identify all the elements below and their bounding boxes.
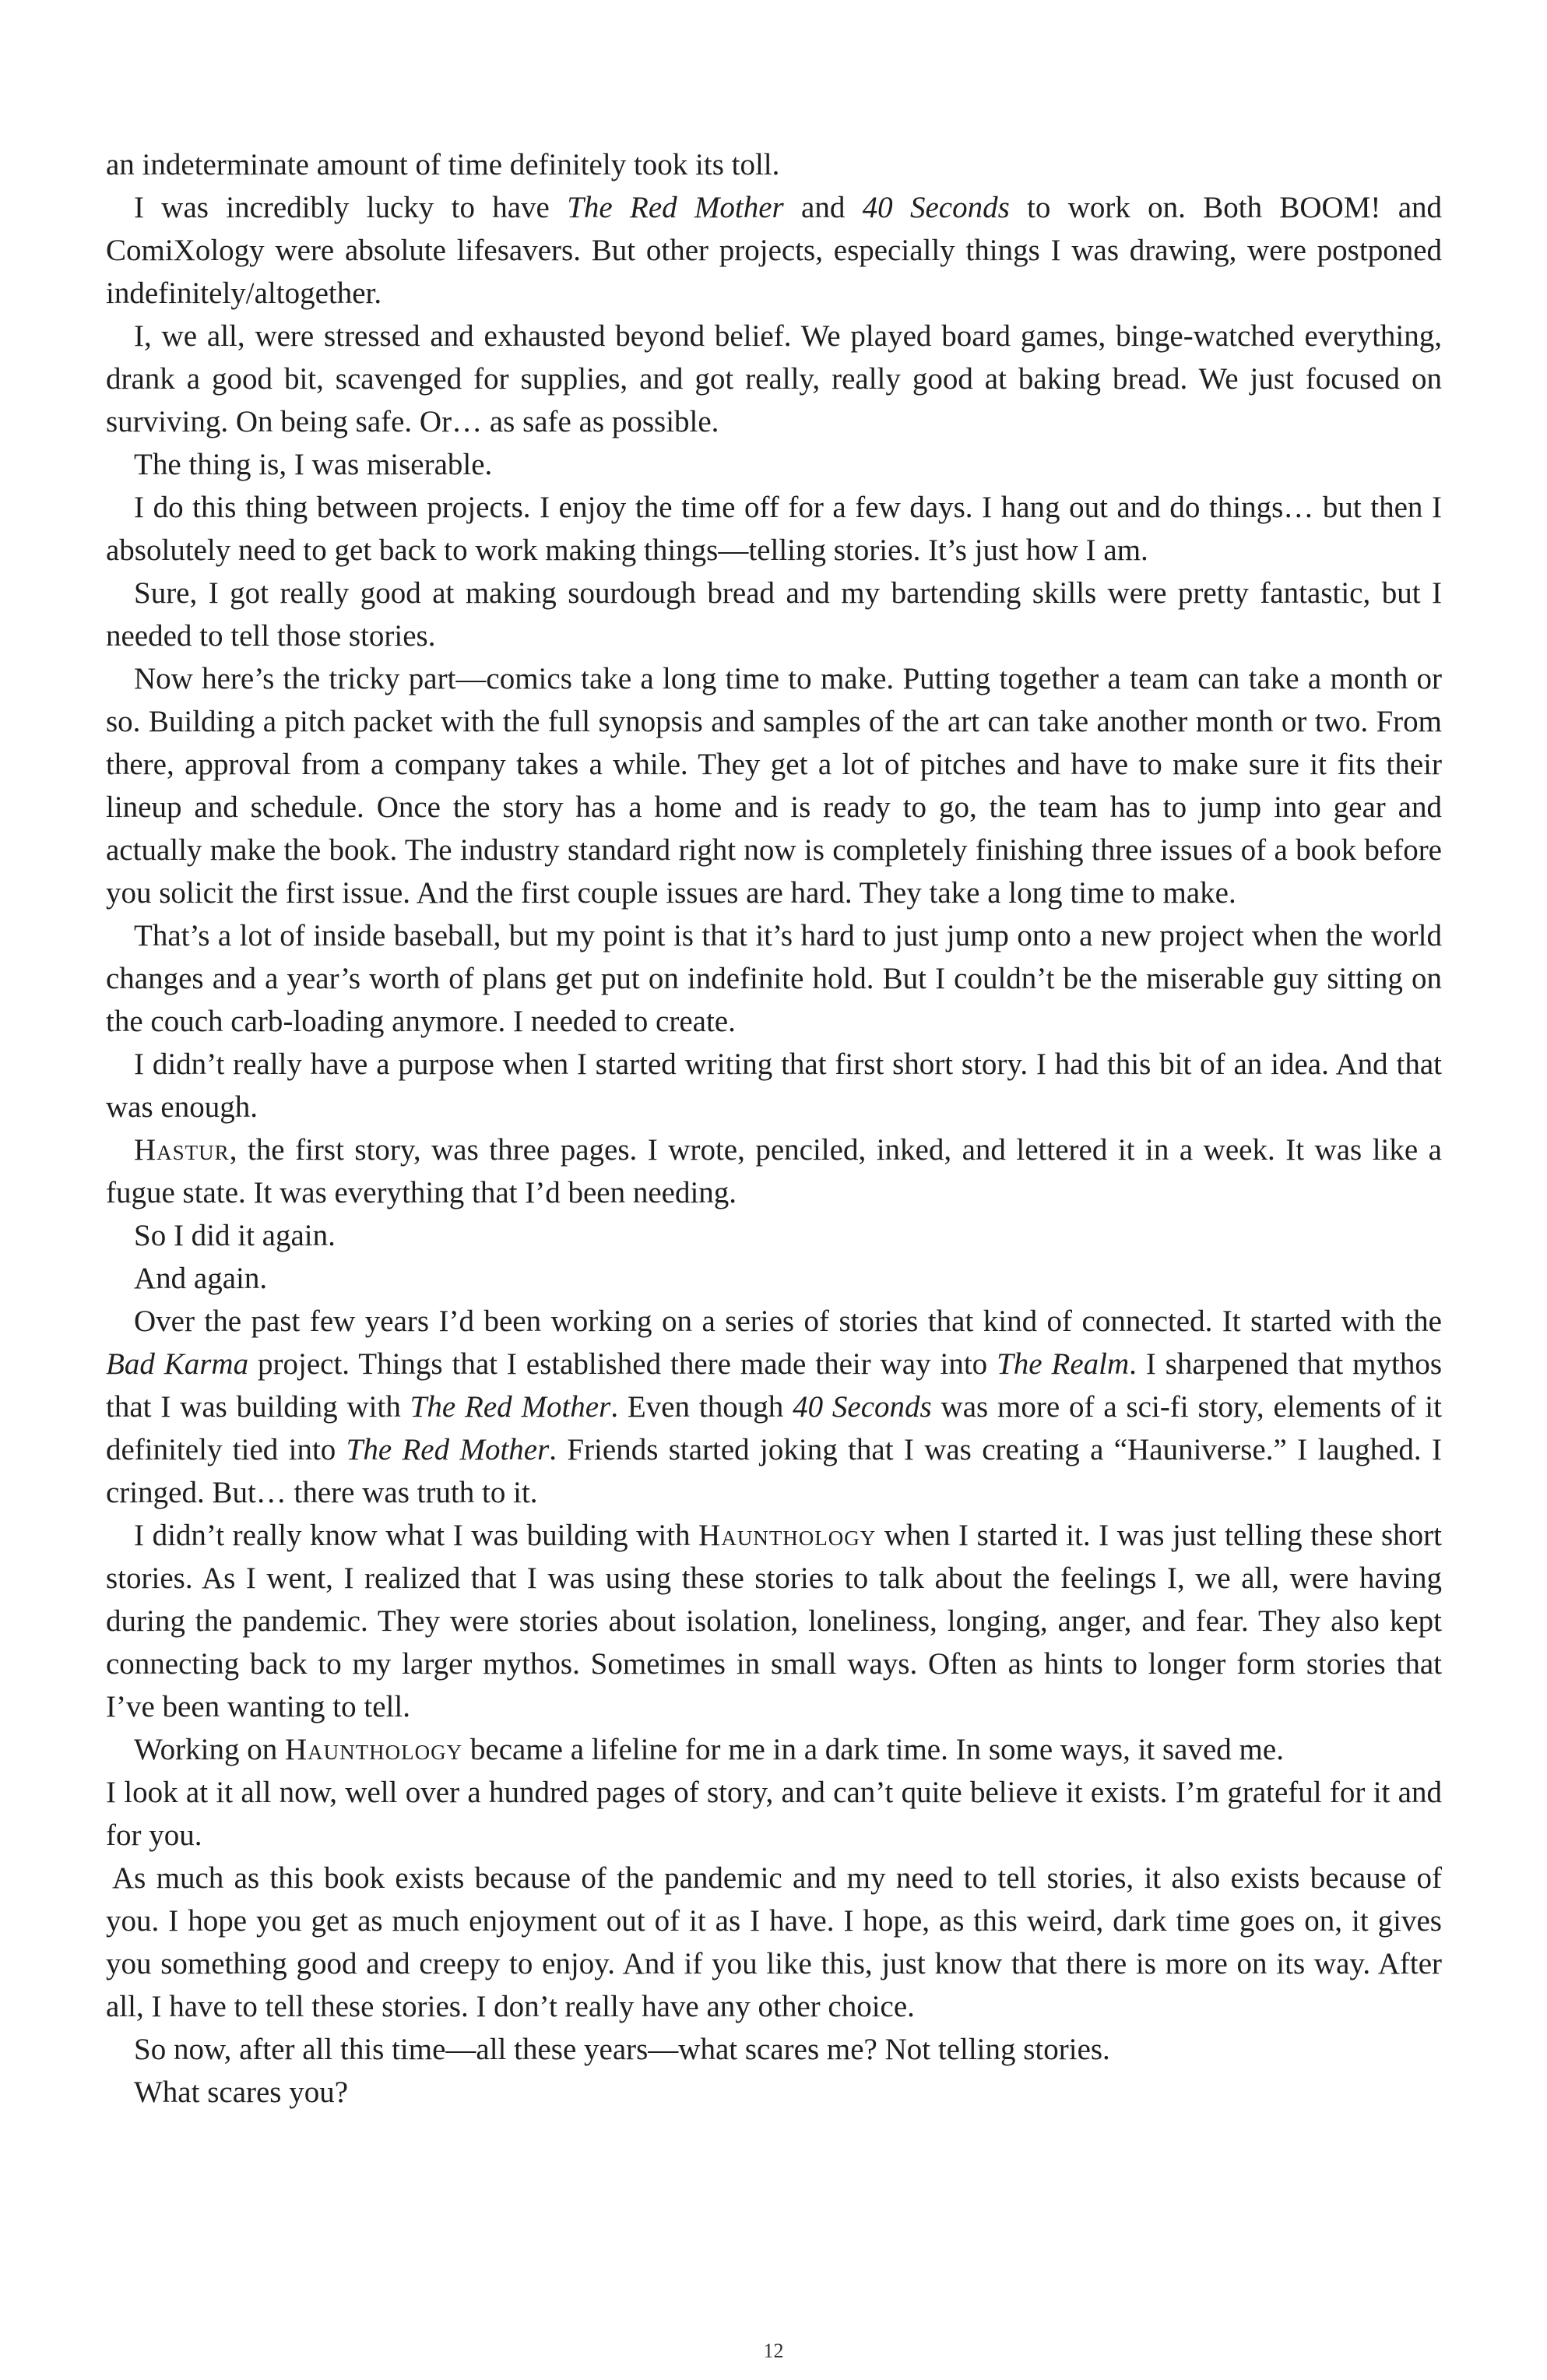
paragraph: an indeterminate amount of time definitely took its toll. <box>106 148 780 181</box>
title-italic: The Red Mother <box>567 191 784 224</box>
paragraph: I do this thing between projects. I enjoy the time off for a few days. I hang out and do things… but then I absolutely need to get back to work making things—telling stories. It’s just how I am. <box>106 491 1442 567</box>
paragraph: Hastur, the first story, was three pages. I wrote, penciled, inked, and lettered it in a week. It was like a fugue state. It was everything that I’d been needing. <box>106 1133 1442 1209</box>
paragraph: I look at it all now, well over a hundred pages of story, and can’t quite believe it exists. I’m grateful for it and for you. <box>106 1776 1442 1852</box>
paragraph: And again. <box>134 1262 268 1295</box>
paragraph: As much as this book exists because of the pandemic and my need to tell stories, it also exists because of you. I hope you get as much enjoyment out of it as I have. I hope, as this weird, dark time goes on, it gives you something good and creepy to enjoy. And if you like this, just know that there is more on its way. After all, I have to tell these stories. I don’t really have any other choice. <box>106 1861 1442 2023</box>
paragraph: I didn’t really know what I was building with Haunthology when I started it. I was just telling these short stories. As I went, I realized that I was using these stories to talk about the feelings I, we all, were having during the pandemic. They were stories about isolation, loneliness, longing, anger, and fear. They also kept connecting back to my larger mythos. Sometimes in small ways. Often as hints to longer form stories that I’ve been wanting to tell. <box>106 1519 1442 1723</box>
page-number: 12 <box>763 2340 784 2362</box>
title-italic: The Red Mother <box>346 1433 550 1466</box>
paragraph: I didn’t really have a purpose when I started writing that first short story. I had this bit of an idea. And that was enough. <box>106 1047 1442 1124</box>
page-body <box>106 143 1442 2114</box>
paragraph: I, we all, were stressed and exhausted beyond belief. We played board games, binge-watched everything, drank a good bit, scavenged for supplies, and got really, really good at baking bread. We just focused on surviving. On being safe. Or… as safe as possible. <box>106 319 1442 438</box>
title-small-caps: Haunthology <box>698 1519 877 1552</box>
paragraph: The thing is, I was miserable. <box>134 448 493 481</box>
paragraph: Sure, I got really good at making sourdough bread and my bartending skills were pretty fantastic, but I needed to tell those stories. <box>106 576 1442 653</box>
title-italic: Bad Karma <box>106 1347 249 1381</box>
paragraph: So I did it again. <box>134 1219 336 1252</box>
title-italic: The Red Mother <box>410 1390 611 1424</box>
title-italic: 40 Seconds <box>793 1390 932 1424</box>
title-small-caps: Hastur <box>134 1133 230 1167</box>
paragraph: Now here’s the tricky part—comics take a long time to make. Putting together a team can take a month or so. Building a pitch packet with the full synopsis and samples of the art can take another month or two. From there, approval from a company takes a while. They get a lot of pitches and have to make sure it fits their lineup and schedule. Once the story has a home and is ready to go, the team has to jump into gear and actually make the book. The industry standard right now is completely finishing three issues of a book before you solicit the first issue. And the first couple issues are hard. They take a long time to make. <box>106 662 1442 910</box>
paragraph: Over the past few years I’d been working on a series of stories that kind of connected. It started with the Bad Karma project. Things that I established there made their way into The Realm. I sharpened that mythos that I was building with The Red Mother. Even though 40 Seconds was more of a sci-fi story, elements of it definitely tied into The Red Mother. Friends started joking that I was creating a “Hauniverse.” I laughed. I cringed. But… there was truth to it. <box>106 1304 1442 1509</box>
paragraph: So now, after all this time—all these years—what scares me? Not telling stories. <box>134 2033 1110 2066</box>
paragraph: Working on Haunthology became a lifeline for me in a dark time. In some ways, it saved me. <box>134 1733 1284 1766</box>
title-italic: The Realm <box>997 1347 1130 1381</box>
title-small-caps: Haunthology <box>285 1733 463 1766</box>
paragraph: I was incredibly lucky to have The Red Mother and 40 Seconds to work on. Both BOOM! and ComiXology were absolute lifesavers. But other projects, especially things I was drawing, were postponed indefinitely/altogether. <box>106 191 1443 310</box>
title-italic: 40 Seconds <box>862 191 1010 224</box>
paragraph: What scares you? <box>134 2075 349 2109</box>
paragraph: That’s a lot of inside baseball, but my point is that it’s hard to just jump onto a new project when the world changes and a year’s worth of plans get put on indefinite hold. But I couldn’t be the miserable guy sitting on the couch carb-loading anymore. I needed to create. <box>106 919 1442 1038</box>
